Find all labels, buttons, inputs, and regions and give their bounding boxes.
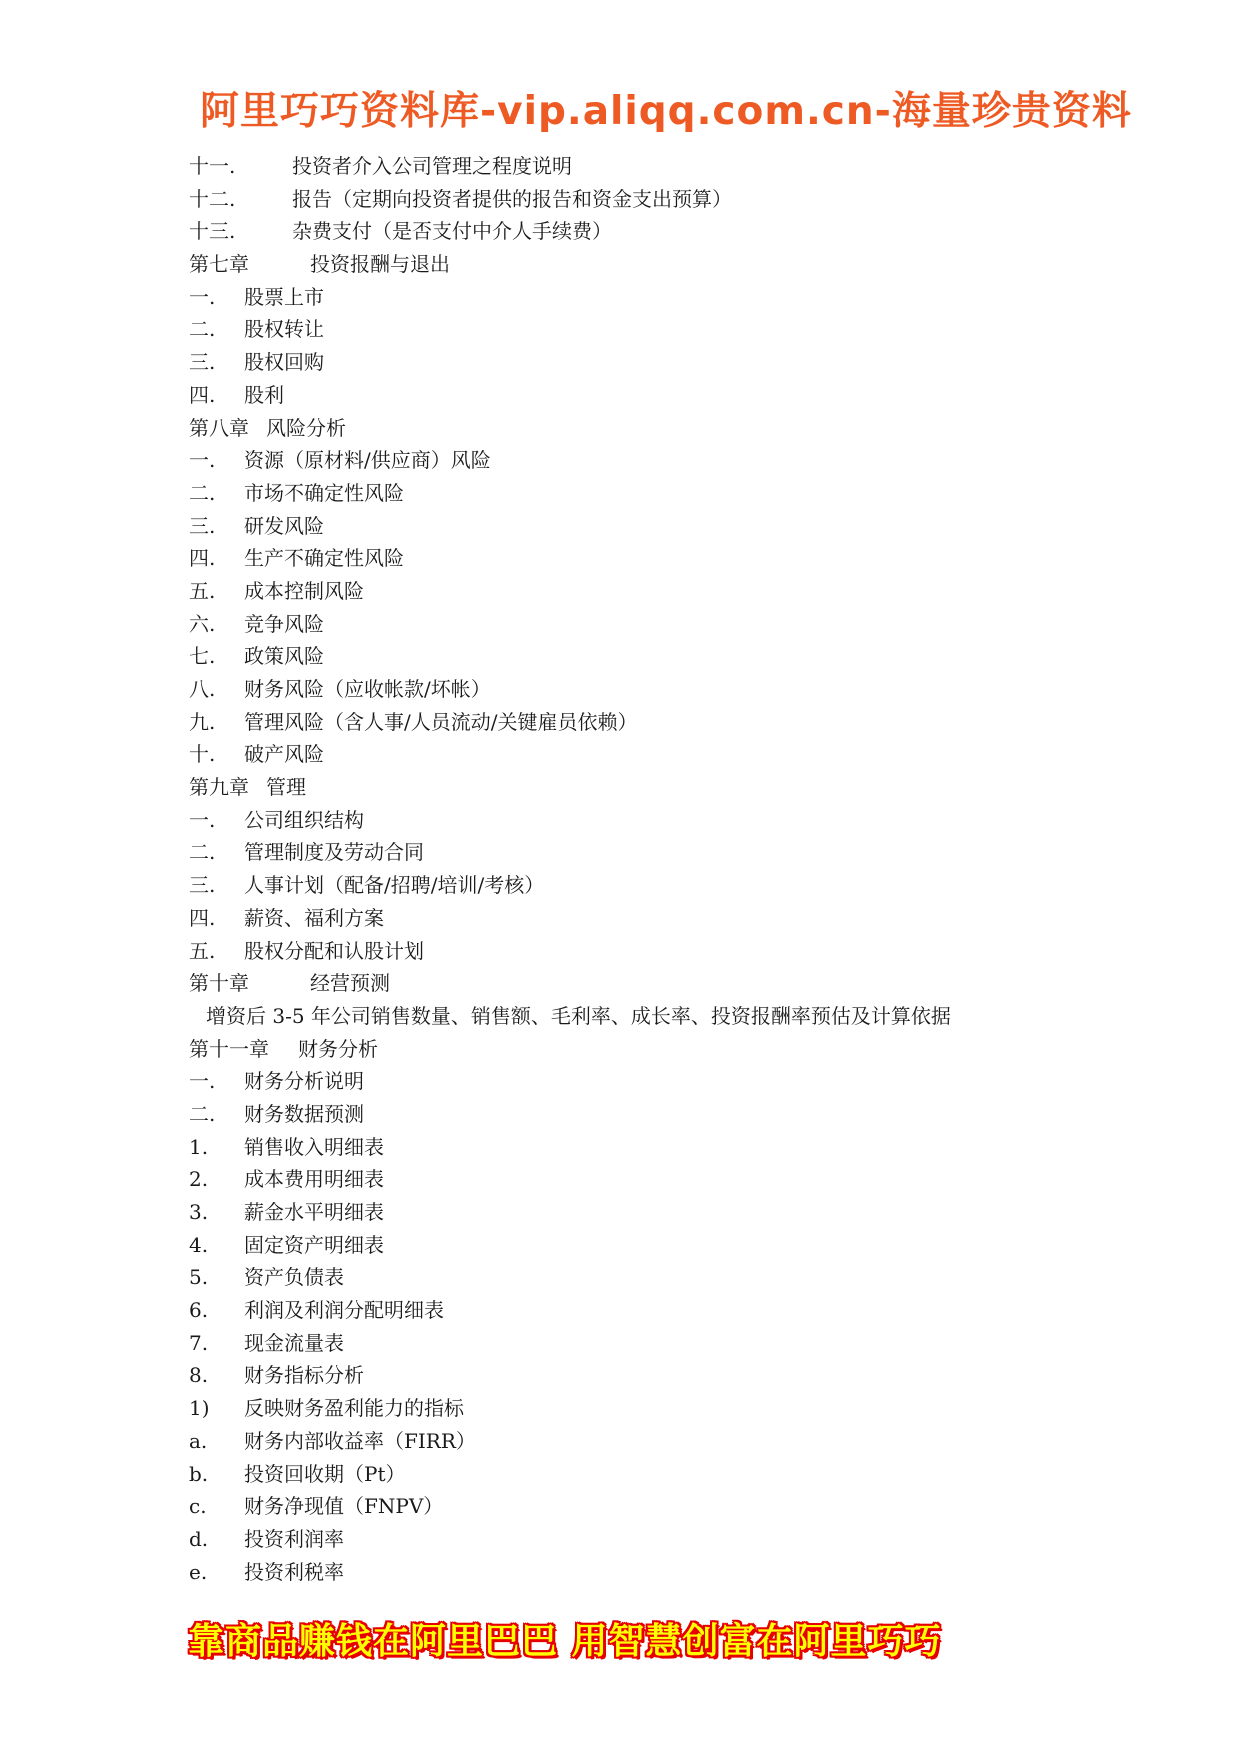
outline-item: [189, 608, 1069, 641]
outline-item-marker: 5.: [189, 1265, 209, 1290]
outline-item: [189, 510, 1069, 543]
outline-item-marker: 十.: [189, 742, 216, 767]
outline-item: [189, 869, 1069, 902]
outline-item-marker: 第七章: [189, 252, 249, 277]
outline-item-marker: 九.: [189, 709, 216, 734]
outline-item-text: 资源（原材料/供应商）风险: [244, 448, 491, 473]
outline-item-marker: 二.: [189, 840, 216, 865]
outline-item-marker: e.: [189, 1559, 208, 1584]
outline-item-marker: a.: [189, 1428, 208, 1453]
outline-item-marker: 第十一章: [189, 1036, 269, 1061]
outline-item-text: 反映财务盈利能力的指标: [244, 1396, 464, 1421]
outline-item-text: 报告（定期向投资者提供的报告和资金支出预算）: [292, 186, 732, 211]
outline-item: [189, 1425, 1069, 1458]
outline-item-text: 破产风险: [244, 742, 324, 767]
outline-item: [189, 575, 1069, 608]
outline-item-marker: 7.: [189, 1330, 209, 1355]
outline-item-marker: 八.: [189, 677, 216, 701]
outline-item-marker: 四.: [189, 382, 216, 407]
outline-item: [189, 1359, 1069, 1392]
outline-item-text: 利润及利润分配明细表: [244, 1298, 444, 1323]
document-outline: [189, 150, 1069, 1588]
outline-item-text: 财务风险（应收帐款/坏帐）: [244, 677, 491, 701]
outline-item-marker: 第九章: [189, 775, 249, 800]
outline-item: [189, 1523, 1069, 1556]
outline-item: [189, 1131, 1069, 1164]
outline-item: [189, 935, 1069, 968]
outline-item-text: 财务内部收益率（FIRR）: [244, 1428, 476, 1453]
outline-item-marker: 3.: [189, 1200, 209, 1224]
outline-item-marker: 五.: [189, 938, 216, 963]
outline-item-marker: 二.: [189, 480, 216, 505]
outline-item: [189, 771, 1069, 804]
outline-item-marker: 一.: [189, 1069, 216, 1094]
outline-item-text: 政策风险: [244, 644, 324, 669]
outline-item-text: 财务净现值（FNPV）: [244, 1494, 444, 1519]
outline-item: [189, 1000, 1069, 1033]
outline-item: [189, 379, 1069, 412]
outline-item-text: 人事计划（配备/招聘/培训/考核）: [244, 873, 545, 898]
outline-item-text: 股权转让: [244, 317, 324, 342]
outline-item: [189, 640, 1069, 673]
outline-item: [189, 346, 1069, 379]
outline-item: [189, 1261, 1069, 1294]
outline-item-marker: 1): [189, 1396, 210, 1421]
outline-item-marker: 6.: [189, 1298, 209, 1323]
outline-item: [189, 1065, 1069, 1098]
outline-item-text: 现金流量表: [244, 1330, 344, 1355]
outline-item: [189, 1556, 1069, 1589]
outline-item: [189, 836, 1069, 869]
outline-item-text: 薪资、福利方案: [244, 905, 384, 930]
outline-item-marker: 七.: [189, 644, 216, 669]
outline-item: [189, 1098, 1069, 1131]
outline-item-text: 股权回购: [244, 350, 324, 375]
outline-item-text: 销售收入明细表: [244, 1134, 384, 1159]
outline-item-marker: 十一.: [189, 154, 236, 178]
outline-item-text: 投资报酬与退出: [310, 252, 450, 277]
outline-item-text: 管理制度及劳动合同: [244, 840, 424, 865]
outline-item-text: 经营预测: [310, 971, 390, 996]
outline-item-marker: b.: [189, 1461, 209, 1486]
outline-item-marker: 十三.: [189, 219, 236, 244]
outline-item-text: 增资后 3-5 年公司销售数量、销售额、毛利率、成长率、投资报酬率预估及计算依据: [206, 1003, 951, 1028]
outline-item: [189, 444, 1069, 477]
outline-item-text: 管理: [266, 775, 306, 800]
outline-item-marker: 一.: [189, 807, 216, 832]
outline-item: [189, 313, 1069, 346]
outline-item-text: 薪金水平明细表: [244, 1200, 384, 1224]
outline-item: [189, 738, 1069, 771]
footer-banner: 靠商品赚钱在阿里巴巴 用智慧创富在阿里巧巧: [188, 1621, 942, 1662]
outline-item: [189, 706, 1069, 739]
outline-item-marker: 一.: [189, 284, 216, 309]
outline-item-text: 财务分析: [298, 1036, 378, 1061]
outline-item-marker: 4.: [189, 1232, 209, 1257]
outline-item: [189, 1294, 1069, 1327]
outline-item-text: 风险分析: [266, 415, 346, 440]
outline-item-text: 财务数据预测: [244, 1101, 364, 1126]
outline-item-marker: 三.: [189, 513, 216, 538]
outline-item-text: 管理风险（含人事/人员流动/关键雇员依赖）: [244, 709, 638, 734]
outline-item: [189, 1196, 1069, 1229]
outline-item-text: 生产不确定性风险: [244, 546, 404, 571]
outline-item: [189, 215, 1069, 248]
outline-item: [189, 673, 1069, 706]
outline-item-text: 成本费用明细表: [244, 1167, 384, 1192]
outline-item: [189, 804, 1069, 837]
outline-item-text: 杂费支付（是否支付中介人手续费）: [292, 219, 612, 244]
outline-item: [189, 477, 1069, 510]
outline-item-marker: 三.: [189, 873, 216, 898]
outline-item-marker: 二.: [189, 1101, 216, 1126]
outline-item-text: 股利: [244, 382, 284, 407]
outline-item-marker: 二.: [189, 317, 216, 342]
outline-item-marker: 五.: [189, 578, 216, 603]
outline-item-text: 研发风险: [244, 513, 324, 538]
outline-item-marker: 2.: [189, 1167, 209, 1192]
outline-item-text: 投资者介入公司管理之程度说明: [292, 154, 572, 178]
outline-item-text: 财务分析说明: [244, 1069, 364, 1094]
outline-item-marker: 1.: [189, 1134, 209, 1159]
outline-item: [189, 412, 1069, 445]
outline-item-marker: 第八章: [189, 415, 249, 440]
outline-item-text: 市场不确定性风险: [244, 480, 404, 505]
outline-item: [189, 1458, 1069, 1491]
outline-item: [189, 902, 1069, 935]
outline-item-text: 股权分配和认股计划: [244, 938, 424, 963]
outline-item-text: 固定资产明细表: [244, 1232, 384, 1257]
outline-item: [189, 248, 1069, 281]
outline-item-text: 投资回收期（Pt）: [244, 1461, 406, 1486]
outline-item-marker: 三.: [189, 350, 216, 375]
outline-item-marker: 第十章: [189, 971, 249, 996]
outline-item-marker: 四.: [189, 546, 216, 571]
outline-item: [189, 1490, 1069, 1523]
outline-item: [189, 967, 1069, 1000]
outline-item: [189, 542, 1069, 575]
outline-item-marker: 一.: [189, 448, 216, 473]
outline-item: [189, 1229, 1069, 1262]
outline-item-text: 投资利润率: [244, 1526, 344, 1551]
outline-item: [189, 1163, 1069, 1196]
outline-item: [189, 281, 1069, 314]
header-banner: 阿里巧巧资料库-vip.aliqq.com.cn-海量珍贵资料: [200, 89, 1132, 134]
outline-item-marker: 十二.: [189, 186, 236, 211]
outline-item-text: 财务指标分析: [244, 1363, 364, 1388]
outline-item-text: 公司组织结构: [244, 807, 364, 832]
outline-item-marker: 六.: [189, 611, 216, 636]
outline-item: [189, 1392, 1069, 1425]
outline-item: [189, 150, 1069, 183]
outline-item-marker: c.: [189, 1494, 207, 1519]
outline-item-text: 股票上市: [244, 284, 324, 309]
outline-item-text: 成本控制风险: [244, 578, 364, 603]
outline-item: [189, 183, 1069, 216]
outline-item-text: 竞争风险: [244, 611, 324, 636]
outline-item-marker: 8.: [189, 1363, 209, 1388]
outline-item: [189, 1327, 1069, 1360]
outline-item-marker: 四.: [189, 905, 216, 930]
outline-item-marker: d.: [189, 1526, 209, 1551]
outline-item: [189, 1033, 1069, 1066]
outline-item-text: 投资利税率: [244, 1559, 344, 1584]
outline-item-text: 资产负债表: [244, 1265, 344, 1290]
